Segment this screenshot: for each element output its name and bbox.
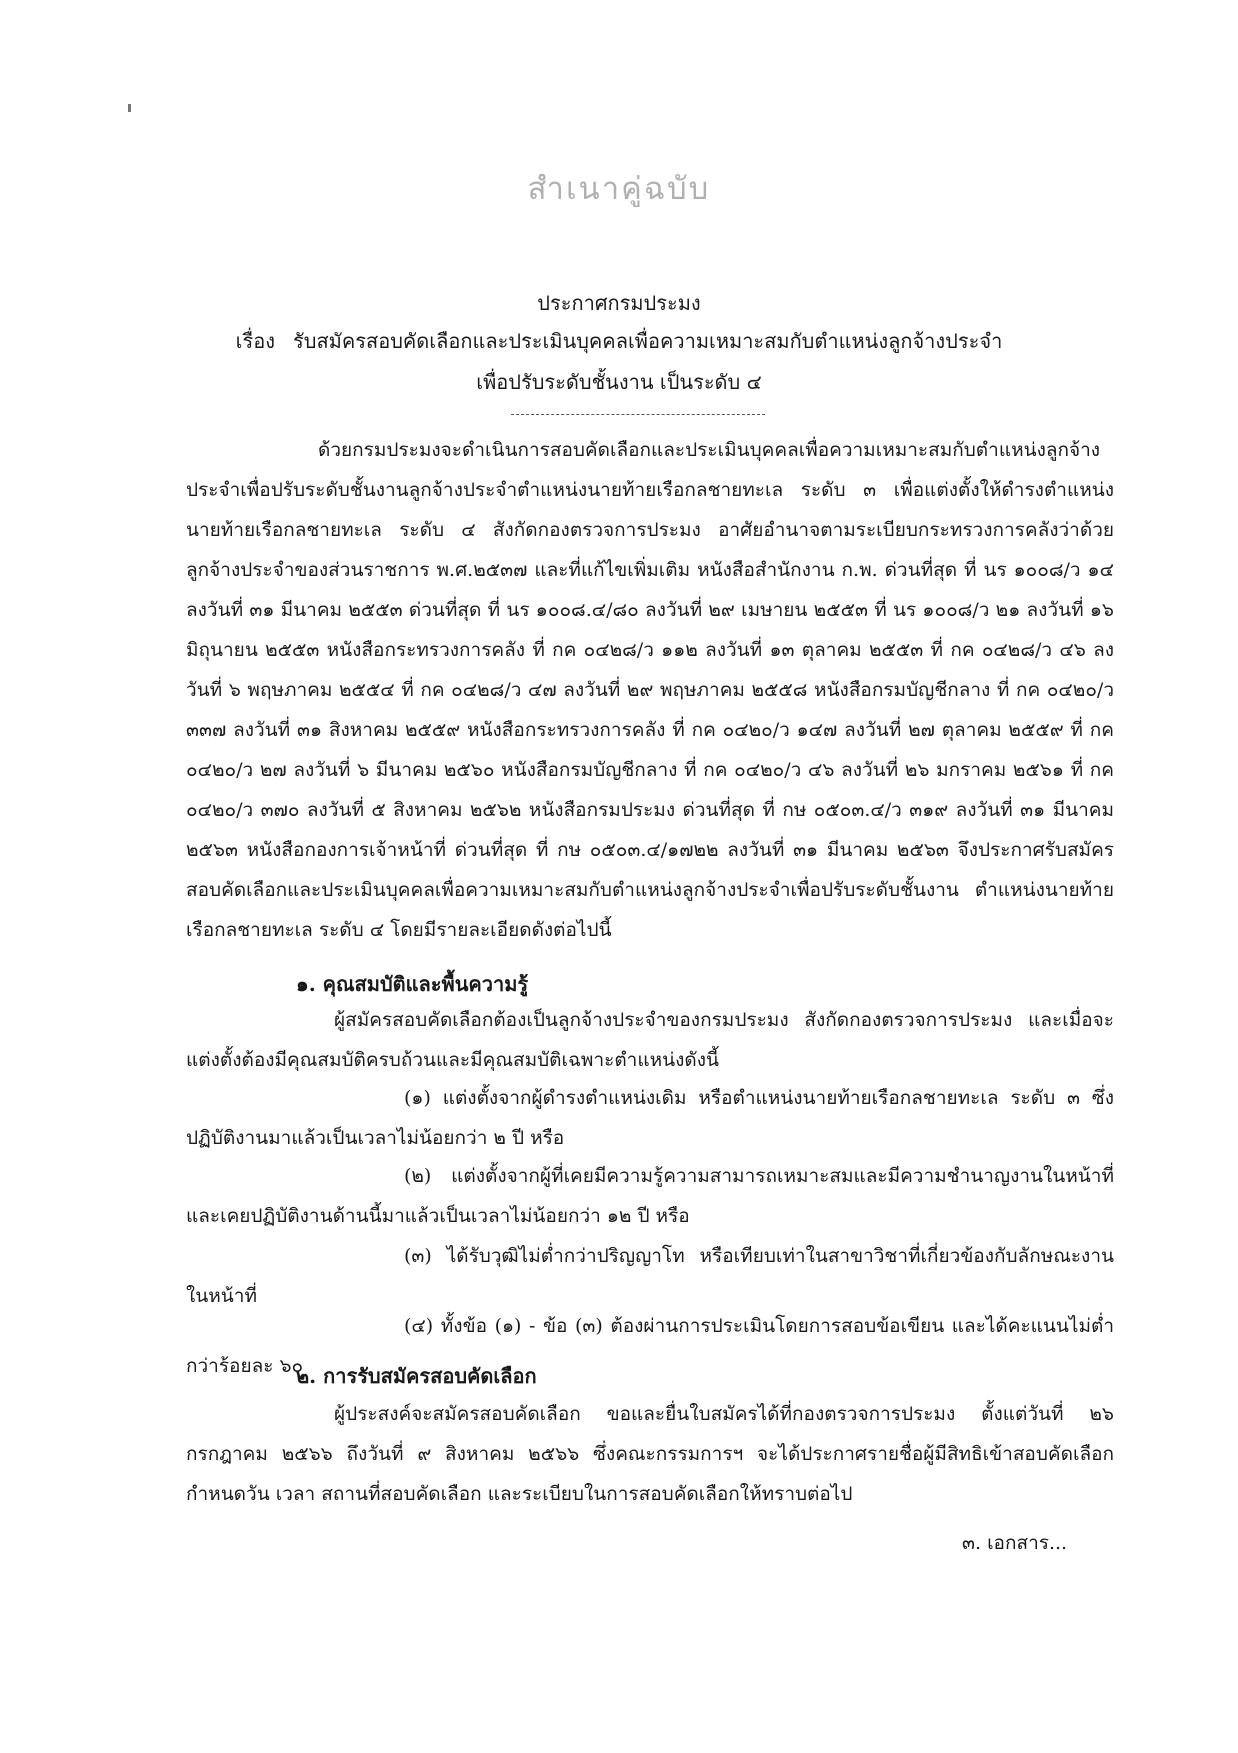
section-1-item-4: (๔) ทั้งข้อ (๑) - ข้อ (๓) ต้องผ่านการประเมินโดยการสอบข้อเขียน และได้คะแนนไม่ต่ำกว่าร้อยละ ๖๐: [186, 1315, 1114, 1377]
subject-label: เรื่อง: [235, 329, 276, 353]
scan-mark: [128, 104, 131, 112]
subject-line-1: รับสมัครสอบคัดเลือกและประเมินบุคคลเพื่อความเหมาะสมกับตำแหน่งลูกจ้างประจำ: [293, 329, 1003, 353]
copy-stamp: สำเนาคู่ฉบับ: [527, 171, 711, 207]
section-1-item-2: (๒) แต่งตั้งจากผู้ที่เคยมีความรู้ความสามารถเหมาะสมและมีความชำนาญงานในหน้าที่และเคยปฏิบัติงานด้านนี้มาแล้วเป็นเวลาไม่น้อยกว่า ๑๒ ปี หรือ: [186, 1165, 1114, 1227]
intro-paragraph: ด้วยกรมประมงจะดำเนินการสอบคัดเลือกและประเมินบุคคลเพื่อความเหมาะสมกับตำแหน่งลูกจ้างประจำเพื่อปรับระดับชั้นงานลูกจ้างประจำตำแหน่งนายท้ายเรือกลชายทะเล ระดับ ๓ เพื่อแต่งตั้งให้ดำรงตำแหน่งนายท้ายเรือกลชายทะเล ระดับ ๔ สังกัดกองตรวจการประมง อาศัยอำนาจตามระเบียบกระทรวงการคลังว่าด้วยลูกจ้างประจำของส่วนราชการ พ.ศ.๒๕๓๗ และที่แก้ไขเพิ่มเติม หนังสือสำนักงาน ก.พ. ด่วนที่สุด ที่ นร ๑๐๐๘/ว ๑๔ ลงวันที่ ๓๑ มีนาคม ๒๕๕๓ ด่วนที่สุด ที่ นร ๑๐๐๘.๔/๘๐ ลงวันที่ ๒๙ เมษายน ๒๕๕๓ ที่ นร ๑๐๐๘/ว ๒๑ ลงวันที่ ๑๖ มิถุนายน ๒๕๕๓ หนังสือกระทรวงการคลัง ที่ กค ๐๔๒๘/ว ๑๑๒ ลงวันที่ ๑๓ ตุลาคม ๒๕๕๓ ที่ กค ๐๔๒๘/ว ๔๖ ลงวันที่ ๖ พฤษภาคม ๒๕๕๔ ที่ กค ๐๔๒๘/ว ๔๗ ลงวันที่ ๒๙ พฤษภาคม ๒๕๕๘ หนังสือกรมบัญชีกลาง ที่ กค ๐๔๒๐/ว ๓๓๗ ลงวันที่ ๓๑ สิงหาคม ๒๕๕๙ หนังสือกระทรวงการคลัง ที่ กค ๐๔๒๐/ว ๑๔๗ ลงวันที่ ๒๗ ตุลาคม ๒๕๕๙ ที่ กค ๐๔๒๐/ว ๒๗ ลงวันที่ ๖ มีนาคม ๒๕๖๐ หนังสือกรมบัญชีกลาง ที่ กค ๐๔๒๐/ว ๔๖ ลงวันที่ ๒๖ มกราคม ๒๕๖๑ ที่ กค ๐๔๒๐/ว ๓๗๐ ลงวันที่ ๕ สิงหาคม ๒๕๖๒ หนังสือกรมประมง ด่วนที่สุด ที่ กษ ๐๕๐๓.๔/ว ๓๑๙ ลงวันที่ ๓๑ มีนาคม ๒๕๖๓ หนังสือกองการเจ้าหน้าที่ ด่วนที่สุด ที่ กษ ๐๕๐๓.๔/๑๗๒๒ ลงวันที่ ๓๑ มีนาคม ๒๕๖๓ จึงประกาศรับสมัครสอบคัดเลือกและประเมินบุคคลเพื่อความเหมาะสมกับตำแหน่งลูกจ้างประจำเพื่อปรับระดับชั้นงาน ตำแหน่งนายท้ายเรือกลชายทะเล ระดับ ๔ โดยมีรายละเอียดดังต่อไปนี้: [186, 439, 1114, 941]
section-1-heading: ๑. คุณสมบัติและพื้นความรู้: [296, 972, 529, 996]
subject-line-2: เพื่อปรับระดับชั้นงาน เป็นระดับ ๔: [476, 370, 762, 394]
section-1-body: ผู้สมัครสอบคัดเลือกต้องเป็นลูกจ้างประจำของกรมประมง สังกัดกองตรวจการประมง และเมื่อจะแต่งตั้งต้องมีคุณสมบัติครบถ้วนและมีคุณสมบัติเฉพาะตำแหน่งดังนี้: [186, 1009, 1114, 1071]
announcement-title: ประกาศกรมประมง: [537, 291, 701, 315]
section-2-heading: ๒. การรับสมัครสอบคัดเลือก: [296, 1364, 537, 1388]
section-2-body: ผู้ประสงค์จะสมัครสอบคัดเลือก ขอและยื่นใบสมัครได้ที่กองตรวจการประมง ตั้งแต่วันที่ ๒๖ กรกฎาคม ๒๕๖๖ ถึงวันที่ ๙ สิงหาคม ๒๕๖๖ ซึ่งคณะกรรมการฯ จะได้ประกาศรายชื่อผู้มีสิทธิเข้าสอบคัดเลือก กำหนดวัน เวลา สถานที่สอบคัดเลือก และระเบียบในการสอบคัดเลือกให้ทราบต่อไป: [186, 1403, 1114, 1505]
announcement-subject: [0, 325, 1238, 357]
section-1-item-1: (๑) แต่งตั้งจากผู้ดำรงตำแหน่งเดิม หรือตำแหน่งนายท้ายเรือกลชายทะเล ระดับ ๓ ซึ่งปฏิบัติงานมาแล้วเป็นเวลาไม่น้อยกว่า ๒ ปี หรือ: [186, 1087, 1114, 1149]
page-continuation: ๓. เอกสาร...: [962, 1532, 1068, 1554]
section-1-item-3: (๓) ได้รับวุฒิไม่ต่ำกว่าปริญญาโท หรือเทียบเท่าในสาขาวิชาที่เกี่ยวข้องกับลักษณะงานในหน้าที่: [186, 1245, 1114, 1307]
title-divider: [511, 414, 765, 415]
